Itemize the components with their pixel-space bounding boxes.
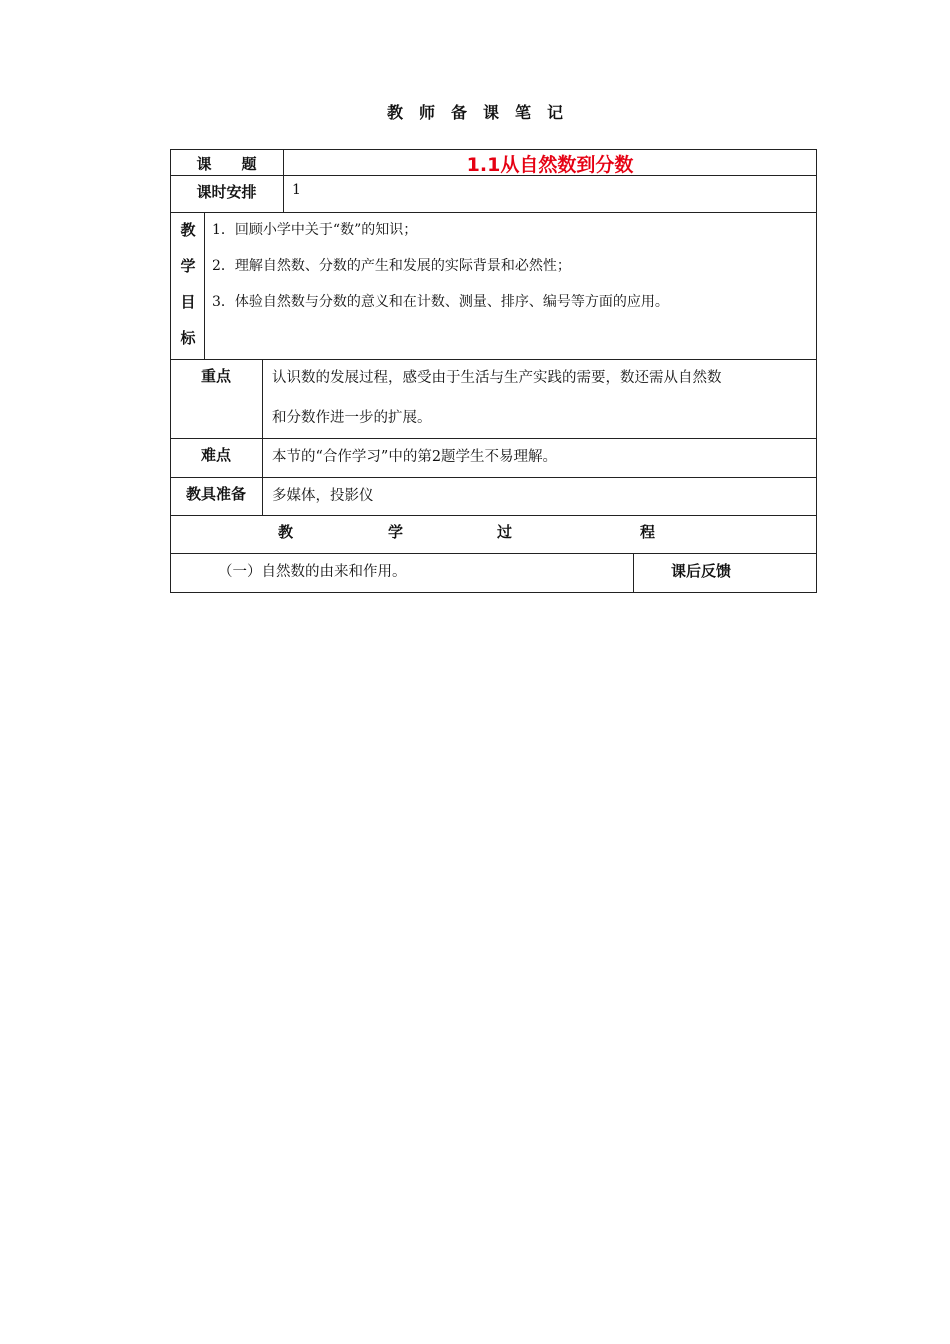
key-label: 重点 — [200, 367, 231, 385]
page-title: 教师备课笔记 — [386, 103, 579, 122]
column-divider — [204, 212, 205, 359]
difficulty-label: 难点 — [200, 446, 231, 464]
goal-item: 3．体验自然数与分数的意义和在计数、测量、排序、编号等方面的应用。 — [212, 294, 669, 310]
difficulty-value: 本节的“合作学习”中的第2题学生不易理解。 — [272, 449, 558, 465]
feedback-label: 课后反馈 — [670, 562, 731, 580]
row-divider — [170, 438, 817, 439]
goals-label-char: 教 — [180, 221, 196, 239]
row-divider — [170, 515, 817, 516]
tools-label: 教具准备 — [185, 485, 246, 503]
process-header-char: 过 — [497, 523, 513, 541]
process-header-char: 教 — [278, 523, 294, 541]
goals-label-char: 学 — [180, 257, 196, 275]
period-label: 课时安排 — [196, 183, 257, 201]
goal-item: 2．理解自然数、分数的产生和发展的实际背景和必然性； — [212, 258, 571, 274]
goals-label-char: 目 — [180, 293, 196, 311]
row-divider — [170, 212, 817, 213]
row-divider — [170, 477, 817, 478]
process-header-char: 程 — [640, 523, 656, 541]
row-divider — [170, 553, 817, 554]
column-divider — [262, 359, 263, 515]
row-divider — [170, 359, 817, 360]
section-heading: （一）自然数的由来和作用。 — [218, 564, 407, 580]
goals-label-char: 标 — [180, 329, 196, 347]
key-line: 和分数作进一步的扩展。 — [272, 410, 432, 426]
period-value: 1 — [292, 182, 301, 198]
topic-label: 课 题 — [196, 155, 257, 173]
process-header-char: 学 — [388, 523, 404, 541]
key-line: 认识数的发展过程，感受由于生活与生产实践的需要，数还需从自然数 — [272, 370, 722, 386]
tools-value: 多媒体，投影仪 — [272, 488, 374, 504]
topic-value: 1.1从自然数到分数 — [466, 154, 634, 176]
goal-item: 1．回顾小学中关于“数”的知识； — [212, 222, 418, 238]
